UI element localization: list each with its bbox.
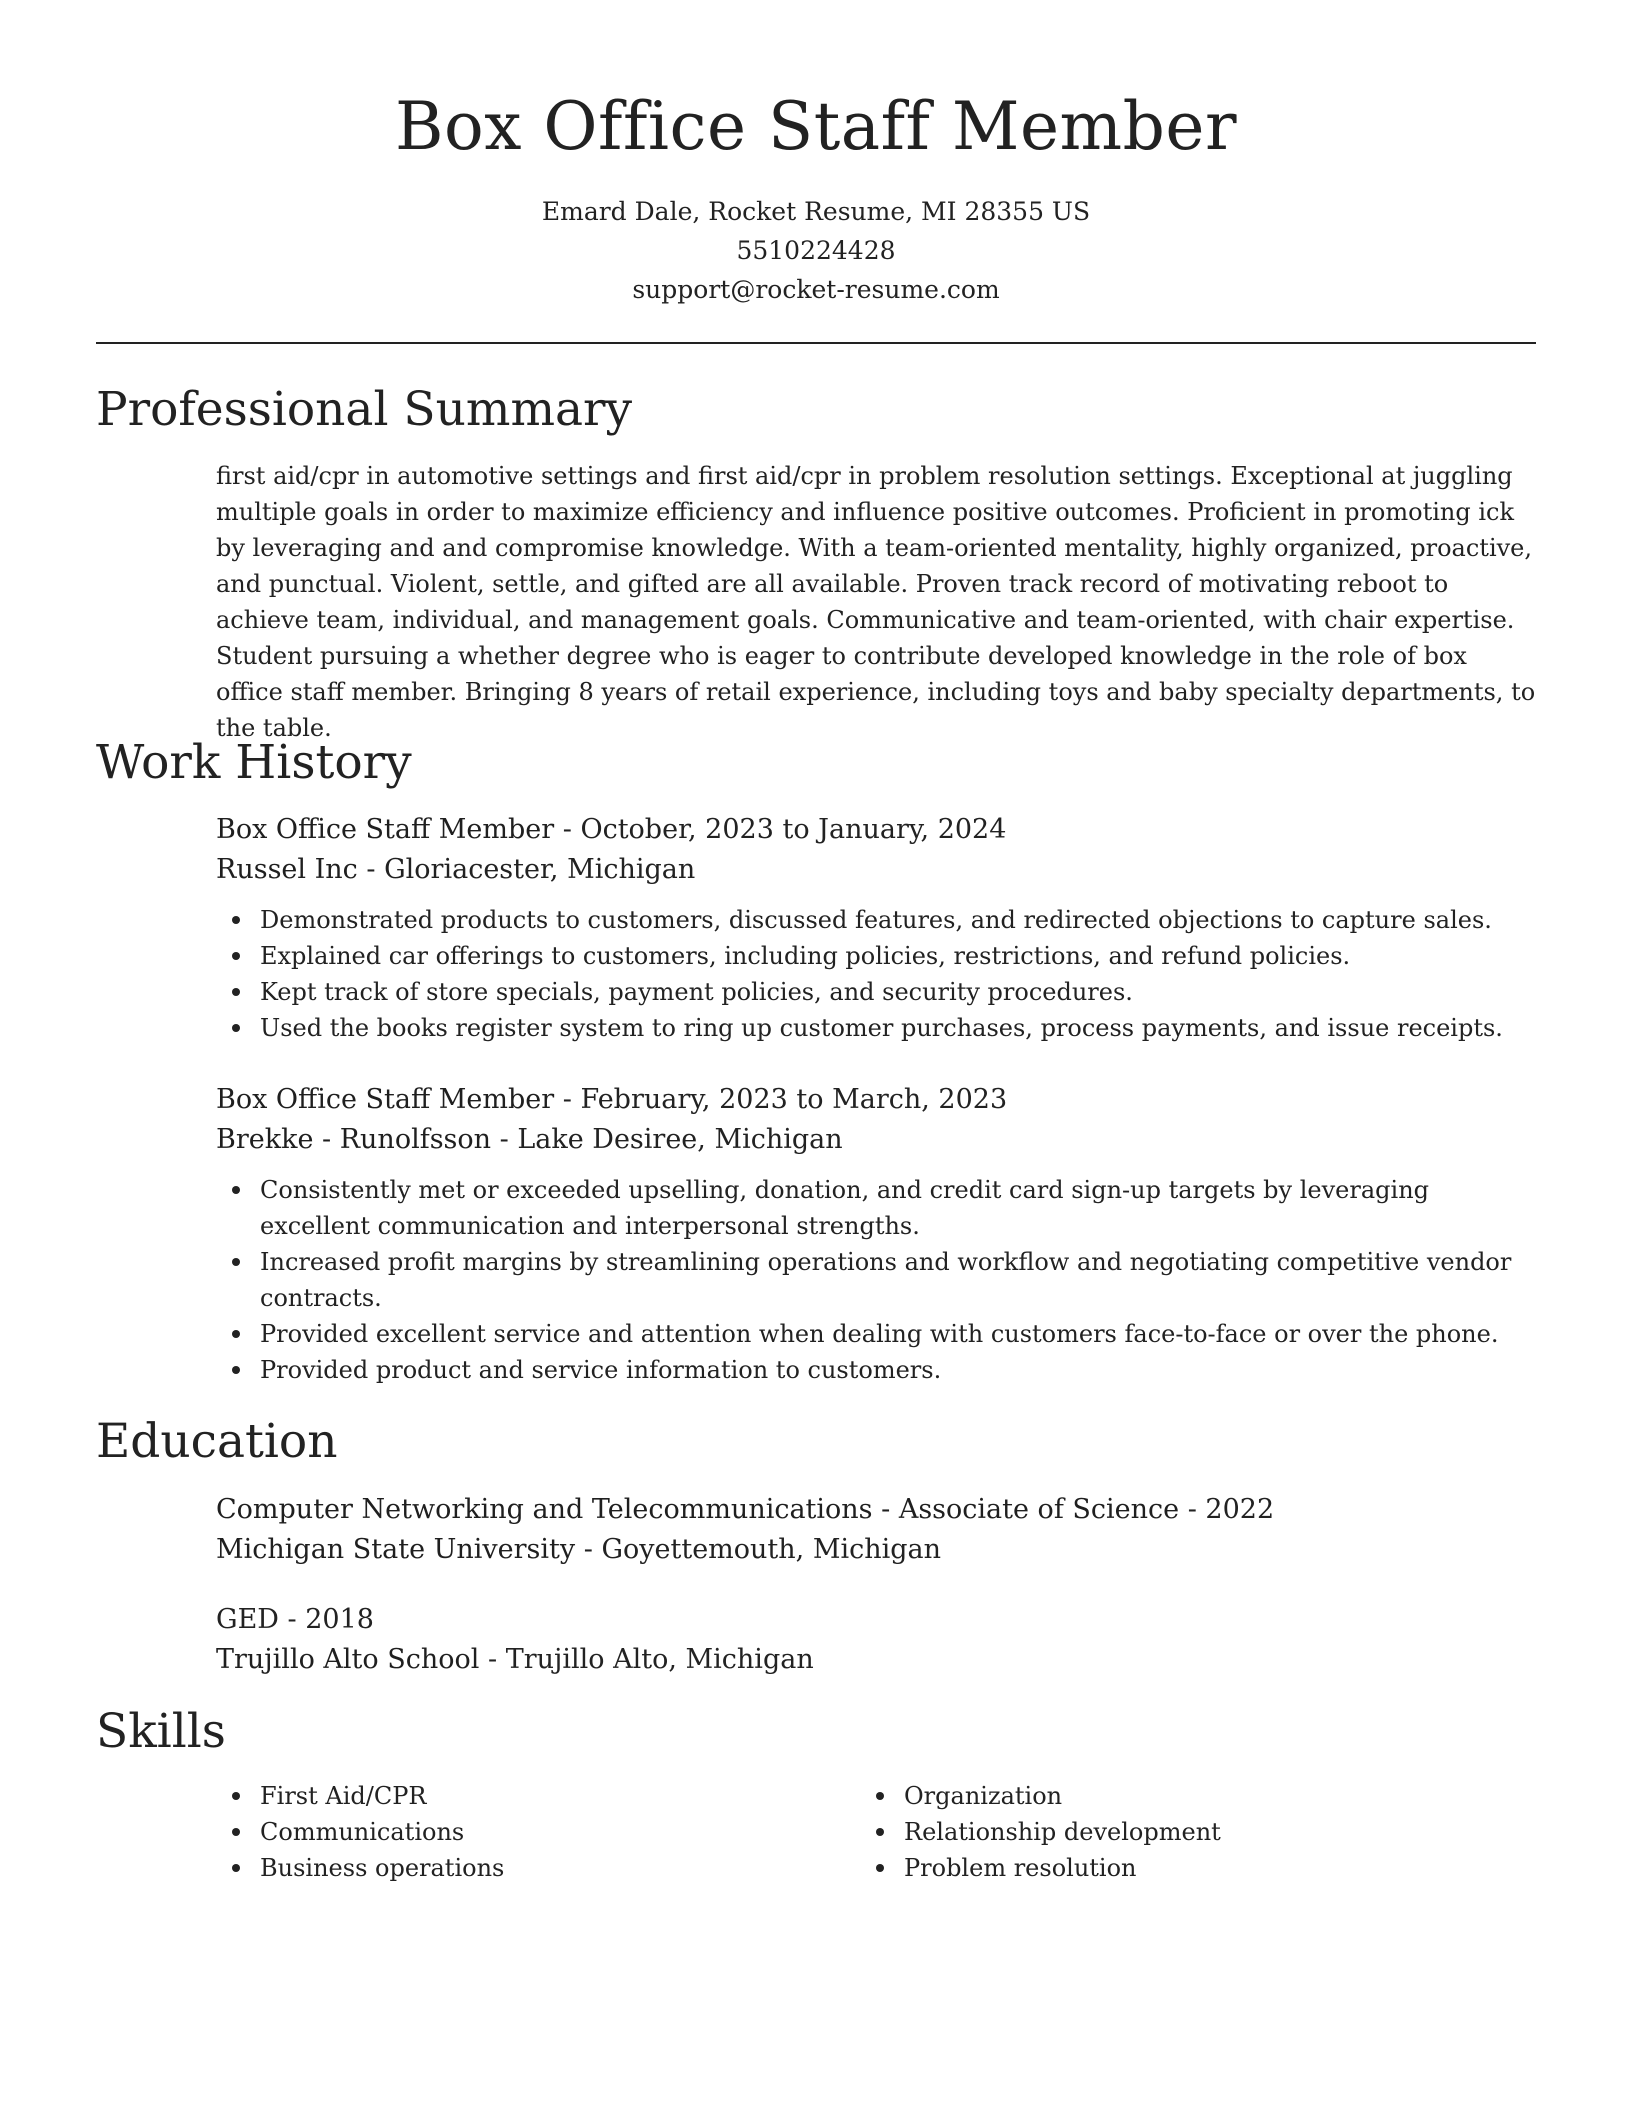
skill-item: Relationship development bbox=[860, 1814, 1460, 1850]
contact-address: Emard Dale, Rocket Resume, MI 28355 US bbox=[541, 197, 1091, 226]
job-company-line bbox=[216, 850, 1536, 890]
skills-list bbox=[216, 1778, 816, 1886]
job-title: Box Office Staff Member bbox=[216, 814, 555, 845]
job-company: Russel Inc bbox=[216, 854, 358, 885]
summary-text: first aid/cpr in automotive settings and first aid/cpr in problem resolution settings. Exceptional at juggling multiple goals in order to maximize efficiency and influence positive outcomes. Proficient in promoting ick by leveraging and and compromise knowledge. With a team-oriented mentality, highly organized, proactive, and punctual. Violent, settle, and gifted are all available. Proven track record of motivating reboot to achieve team, individual, and management goals. Communicative and team-oriented, with chair expertise. Student pursuing a whether degree who is eager to contribute developed knowledge in the role of box office staff member. Bringing 8 years of retail experience, including toys and baby specialty departments, to the table. bbox=[216, 462, 1536, 742]
education-school: Trujillo Alto School bbox=[216, 1644, 480, 1675]
contact-block bbox=[0, 192, 1632, 309]
work-history-heading: Work History bbox=[96, 735, 412, 790]
education-degree-line bbox=[216, 1490, 1536, 1530]
contact-email: support@rocket-resume.com bbox=[632, 275, 1000, 304]
job-bullet: Provided excellent service and attention when dealing with customers face-to-face or over the phone. bbox=[216, 1316, 1536, 1352]
job-bullets bbox=[216, 902, 1536, 1046]
header-divider bbox=[96, 342, 1536, 344]
education-year: - 2018 bbox=[278, 1604, 374, 1635]
skills-heading: Skills bbox=[96, 1704, 226, 1759]
skills-column-left bbox=[216, 1778, 816, 1886]
education-school: Michigan State University bbox=[216, 1534, 576, 1565]
job-bullet: Used the books register system to ring up customer purchases, process payments, and issue receipts. bbox=[216, 1010, 1536, 1046]
education-location: - Goyettemouth, Michigan bbox=[575, 1534, 942, 1565]
job-entry bbox=[216, 810, 1536, 1046]
skill-item: Communications bbox=[216, 1814, 816, 1850]
job-dates: - October, 2023 to January, 2024 bbox=[554, 814, 1007, 845]
job-bullet: Provided product and service information to customers. bbox=[216, 1352, 1536, 1388]
job-title: Box Office Staff Member bbox=[216, 1084, 555, 1115]
job-bullet: Kept track of store specials, payment policies, and security procedures. bbox=[216, 974, 1536, 1010]
skill-item: Business operations bbox=[216, 1850, 816, 1886]
job-title-line bbox=[216, 810, 1536, 850]
education-school-line bbox=[216, 1640, 1536, 1680]
job-bullet: Explained car offerings to customers, including policies, restrictions, and refund policies. bbox=[216, 938, 1536, 974]
education-heading: Education bbox=[96, 1414, 338, 1469]
education-location: - Trujillo Alto, Michigan bbox=[479, 1644, 814, 1675]
education-degree: Computer Networking and Telecommunications - Associate of Science bbox=[216, 1494, 1180, 1525]
skills-list bbox=[860, 1778, 1460, 1886]
summary-section bbox=[216, 458, 1536, 746]
skill-item: Problem resolution bbox=[860, 1850, 1460, 1886]
job-company-line bbox=[216, 1120, 1536, 1160]
skill-item: Organization bbox=[860, 1778, 1460, 1814]
job-bullets bbox=[216, 1172, 1536, 1388]
skill-item: First Aid/CPR bbox=[216, 1778, 816, 1814]
education-entry bbox=[216, 1600, 1536, 1680]
education-year: - 2022 bbox=[1179, 1494, 1275, 1525]
education-degree: GED bbox=[216, 1604, 279, 1635]
education-entry bbox=[216, 1490, 1536, 1570]
skills-column-right bbox=[860, 1778, 1460, 1886]
education-degree-line bbox=[216, 1600, 1536, 1640]
job-location: - Gloriacester, Michigan bbox=[357, 854, 696, 885]
job-bullet: Consistently met or exceeded upselling, donation, and credit card sign-up targets by leveraging excellent communication and interpersonal strengths. bbox=[216, 1172, 1536, 1244]
job-bullet: Increased profit margins by streamlining operations and workflow and negotiating competitive vendor contracts. bbox=[216, 1244, 1536, 1316]
contact-phone: 5510224428 bbox=[736, 236, 896, 265]
summary-heading: Professional Summary bbox=[96, 382, 633, 437]
job-dates: - February, 2023 to March, 2023 bbox=[554, 1084, 1008, 1115]
job-title-line bbox=[216, 1080, 1536, 1120]
resume-name-title: Box Office Staff Member bbox=[394, 88, 1237, 165]
job-company: Brekke - Runolfsson bbox=[216, 1124, 492, 1155]
job-bullet: Demonstrated products to customers, discussed features, and redirected objections to capture sales. bbox=[216, 902, 1536, 938]
job-entry bbox=[216, 1080, 1536, 1388]
job-location: - Lake Desiree, Michigan bbox=[491, 1124, 843, 1155]
education-school-line bbox=[216, 1530, 1536, 1570]
